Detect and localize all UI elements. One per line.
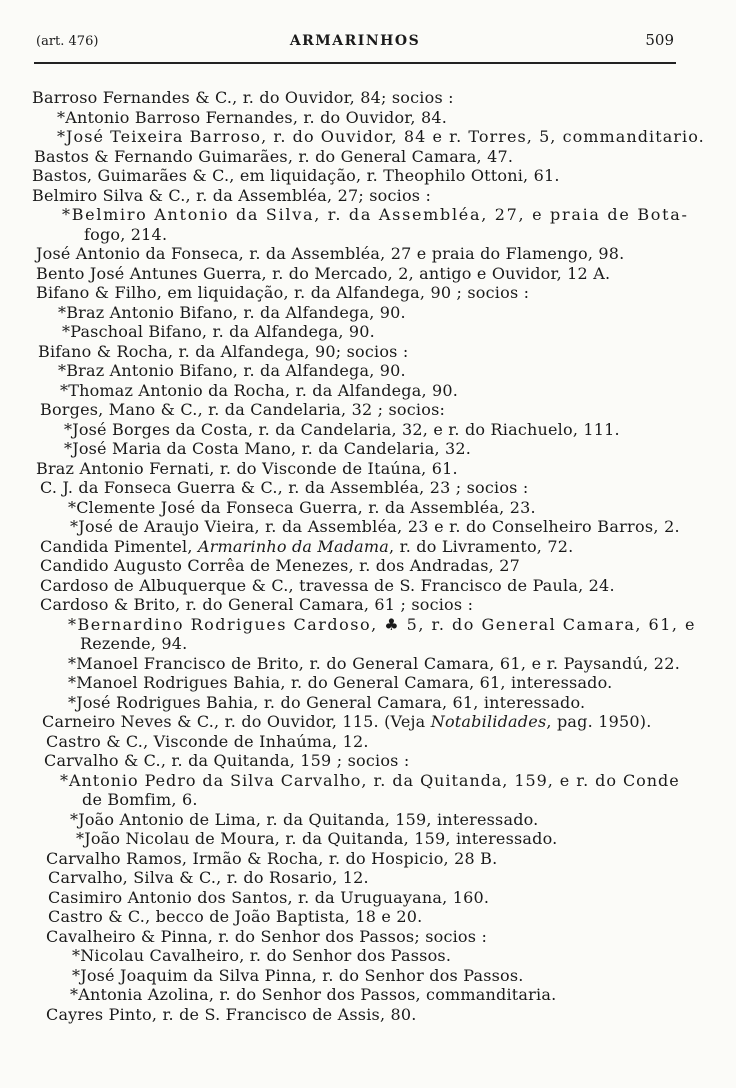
directory-line: *Antonia Azolina, r. do Senhor dos Passos, commanditaria.: [70, 985, 557, 1004]
directory-line: Bento José Antunes Guerra, r. do Mercado, 2, antigo e Ouvidor, 12 A.: [36, 263, 611, 283]
directory-line: *Braz Antonio Bifano, r. da Alfandega, 90.: [58, 302, 406, 322]
directory-line: *João Antonio de Lima, r. da Quitanda, 159, interessado.: [70, 809, 539, 829]
directory-line: *Antonio Barroso Fernandes, r. do Ouvidor, 84.: [57, 107, 447, 127]
directory-line: *Belmiro Antonio da Silva, r. da Assembléa, 27, e praia de Bota-: [62, 205, 689, 224]
directory-line: Cayres Pinto, r. de S. Francisco de Assis, 80.: [46, 1004, 417, 1024]
directory-line: Borges, Mano & C., r. da Candelaria, 32 ; socios:: [40, 400, 446, 419]
page-header: [34, 28, 676, 58]
directory-line: *Manoel Rodrigues Bahia, r. do General Camara, 61, interessado.: [68, 673, 613, 692]
directory-line: Bifano & Filho, em liquidação, r. da Alfandega, 90 ; socios :: [36, 283, 530, 302]
directory-line: José Antonio da Fonseca, r. da Assembléa, 27 e praia do Flamengo, 98.: [36, 244, 625, 263]
page-number: 509: [645, 31, 674, 49]
directory-line: Candida Pimentel, Armarinho da Madama, r. do Livramento, 72.: [40, 536, 574, 556]
directory-line: Bifano & Rocha, r. da Alfandega, 90; socios :: [38, 341, 409, 361]
directory-line: *João Nicolau de Moura, r. da Quitanda, 159, interessado.: [76, 829, 558, 848]
directory-line: *Clemente José da Fonseca Guerra, r. da Assembléa, 23.: [68, 497, 536, 517]
directory-line: Carvalho & C., r. da Quitanda, 159 ; socios :: [44, 751, 410, 770]
directory-line: Bastos & Fernando Guimarães, r. do General Camara, 47.: [34, 146, 514, 166]
directory-line: *Thomaz Antonio da Rocha, r. da Alfandega, 90.: [60, 380, 459, 400]
directory-line: Castro & C., Visconde de Inhaúma, 12.: [46, 731, 369, 751]
directory-line: *José Joaquim da Silva Pinna, r. do Senhor dos Passos.: [72, 965, 524, 985]
directory-line: *José de Araujo Vieira, r. da Assembléa, 23 e r. do Conselheiro Barros, 2.: [70, 517, 680, 536]
directory-line: Cavalheiro & Pinna, r. do Senhor dos Passos; socios :: [46, 926, 488, 946]
directory-line: Barroso Fernandes & C., r. do Ouvidor, 84; socios :: [32, 88, 454, 107]
directory-line: *Nicolau Cavalheiro, r. do Senhor dos Passos.: [72, 946, 452, 965]
article-reference: (art. 476): [36, 34, 99, 49]
directory-line: Belmiro Silva & C., r. da Assembléa, 27; socios :: [32, 185, 432, 205]
section-title: ARMARINHOS: [289, 33, 421, 49]
directory-line: *Braz Antonio Bifano, r. da Alfandega, 90.: [58, 361, 406, 380]
header-rule: [34, 62, 676, 64]
directory-line: Cardoso & Brito, r. do General Camara, 61 ; socios :: [40, 595, 474, 614]
directory-line: Carvalho, Silva & C., r. do Rosario, 12.: [48, 868, 369, 887]
directory-line: Castro & C., becco de João Baptista, 18 e 20.: [48, 907, 423, 926]
directory-line: *Bernardino Rodrigues Cardoso, ♣ 5, r. do General Camara, 61, e: [68, 614, 697, 634]
directory-line: Casimiro Antonio dos Santos, r. da Uruguayana, 160.: [48, 887, 490, 907]
directory-line: Braz Antonio Fernati, r. do Visconde de Itaúna, 61.: [36, 458, 458, 478]
directory-line: Bastos, Guimarães & C., em liquidação, r. Theophilo Ottoni, 61.: [32, 166, 560, 185]
directory-line: *José Maria da Costa Mano, r. da Candelaria, 32.: [64, 439, 472, 458]
directory-line: Carvalho Ramos, Irmão & Rocha, r. do Hospicio, 28 B.: [46, 848, 498, 868]
directory-line: de Bomfim, 6.: [82, 790, 198, 809]
directory-line: Candido Augusto Corrêa de Menezes, r. dos Andradas, 27: [40, 556, 520, 575]
directory-line: fogo, 214.: [84, 224, 168, 244]
directory-line: C. J. da Fonseca Guerra & C., r. da Assembléa, 23 ; socios :: [40, 478, 529, 497]
directory-line: Cardoso de Albuquerque & C., travessa de S. Francisco de Paula, 24.: [40, 575, 615, 595]
directory-line: Rezende, 94.: [80, 634, 188, 653]
directory-line: Carneiro Neves & C., r. do Ouvidor, 115. (Veja Notabilidades, pag. 1950).: [42, 712, 652, 731]
directory-line: *Antonio Pedro da Silva Carvalho, r. da Quitanda, 159, e r. do Conde: [60, 770, 680, 790]
directory-line: *Manoel Francisco de Brito, r. do General Camara, 61, e r. Paysandú, 22.: [68, 653, 681, 673]
directory-line: *José Rodrigues Bahia, r. do General Camara, 61, interessado.: [68, 692, 586, 712]
directory-line: *Paschoal Bifano, r. da Alfandega, 90.: [62, 322, 375, 341]
directory-line: *José Teixeira Barroso, r. do Ouvidor, 84 e r. Torres, 5, commanditario.: [57, 127, 705, 146]
directory-line: *José Borges da Costa, r. da Candelaria, 32, e r. do Riachuelo, 111.: [64, 419, 620, 439]
